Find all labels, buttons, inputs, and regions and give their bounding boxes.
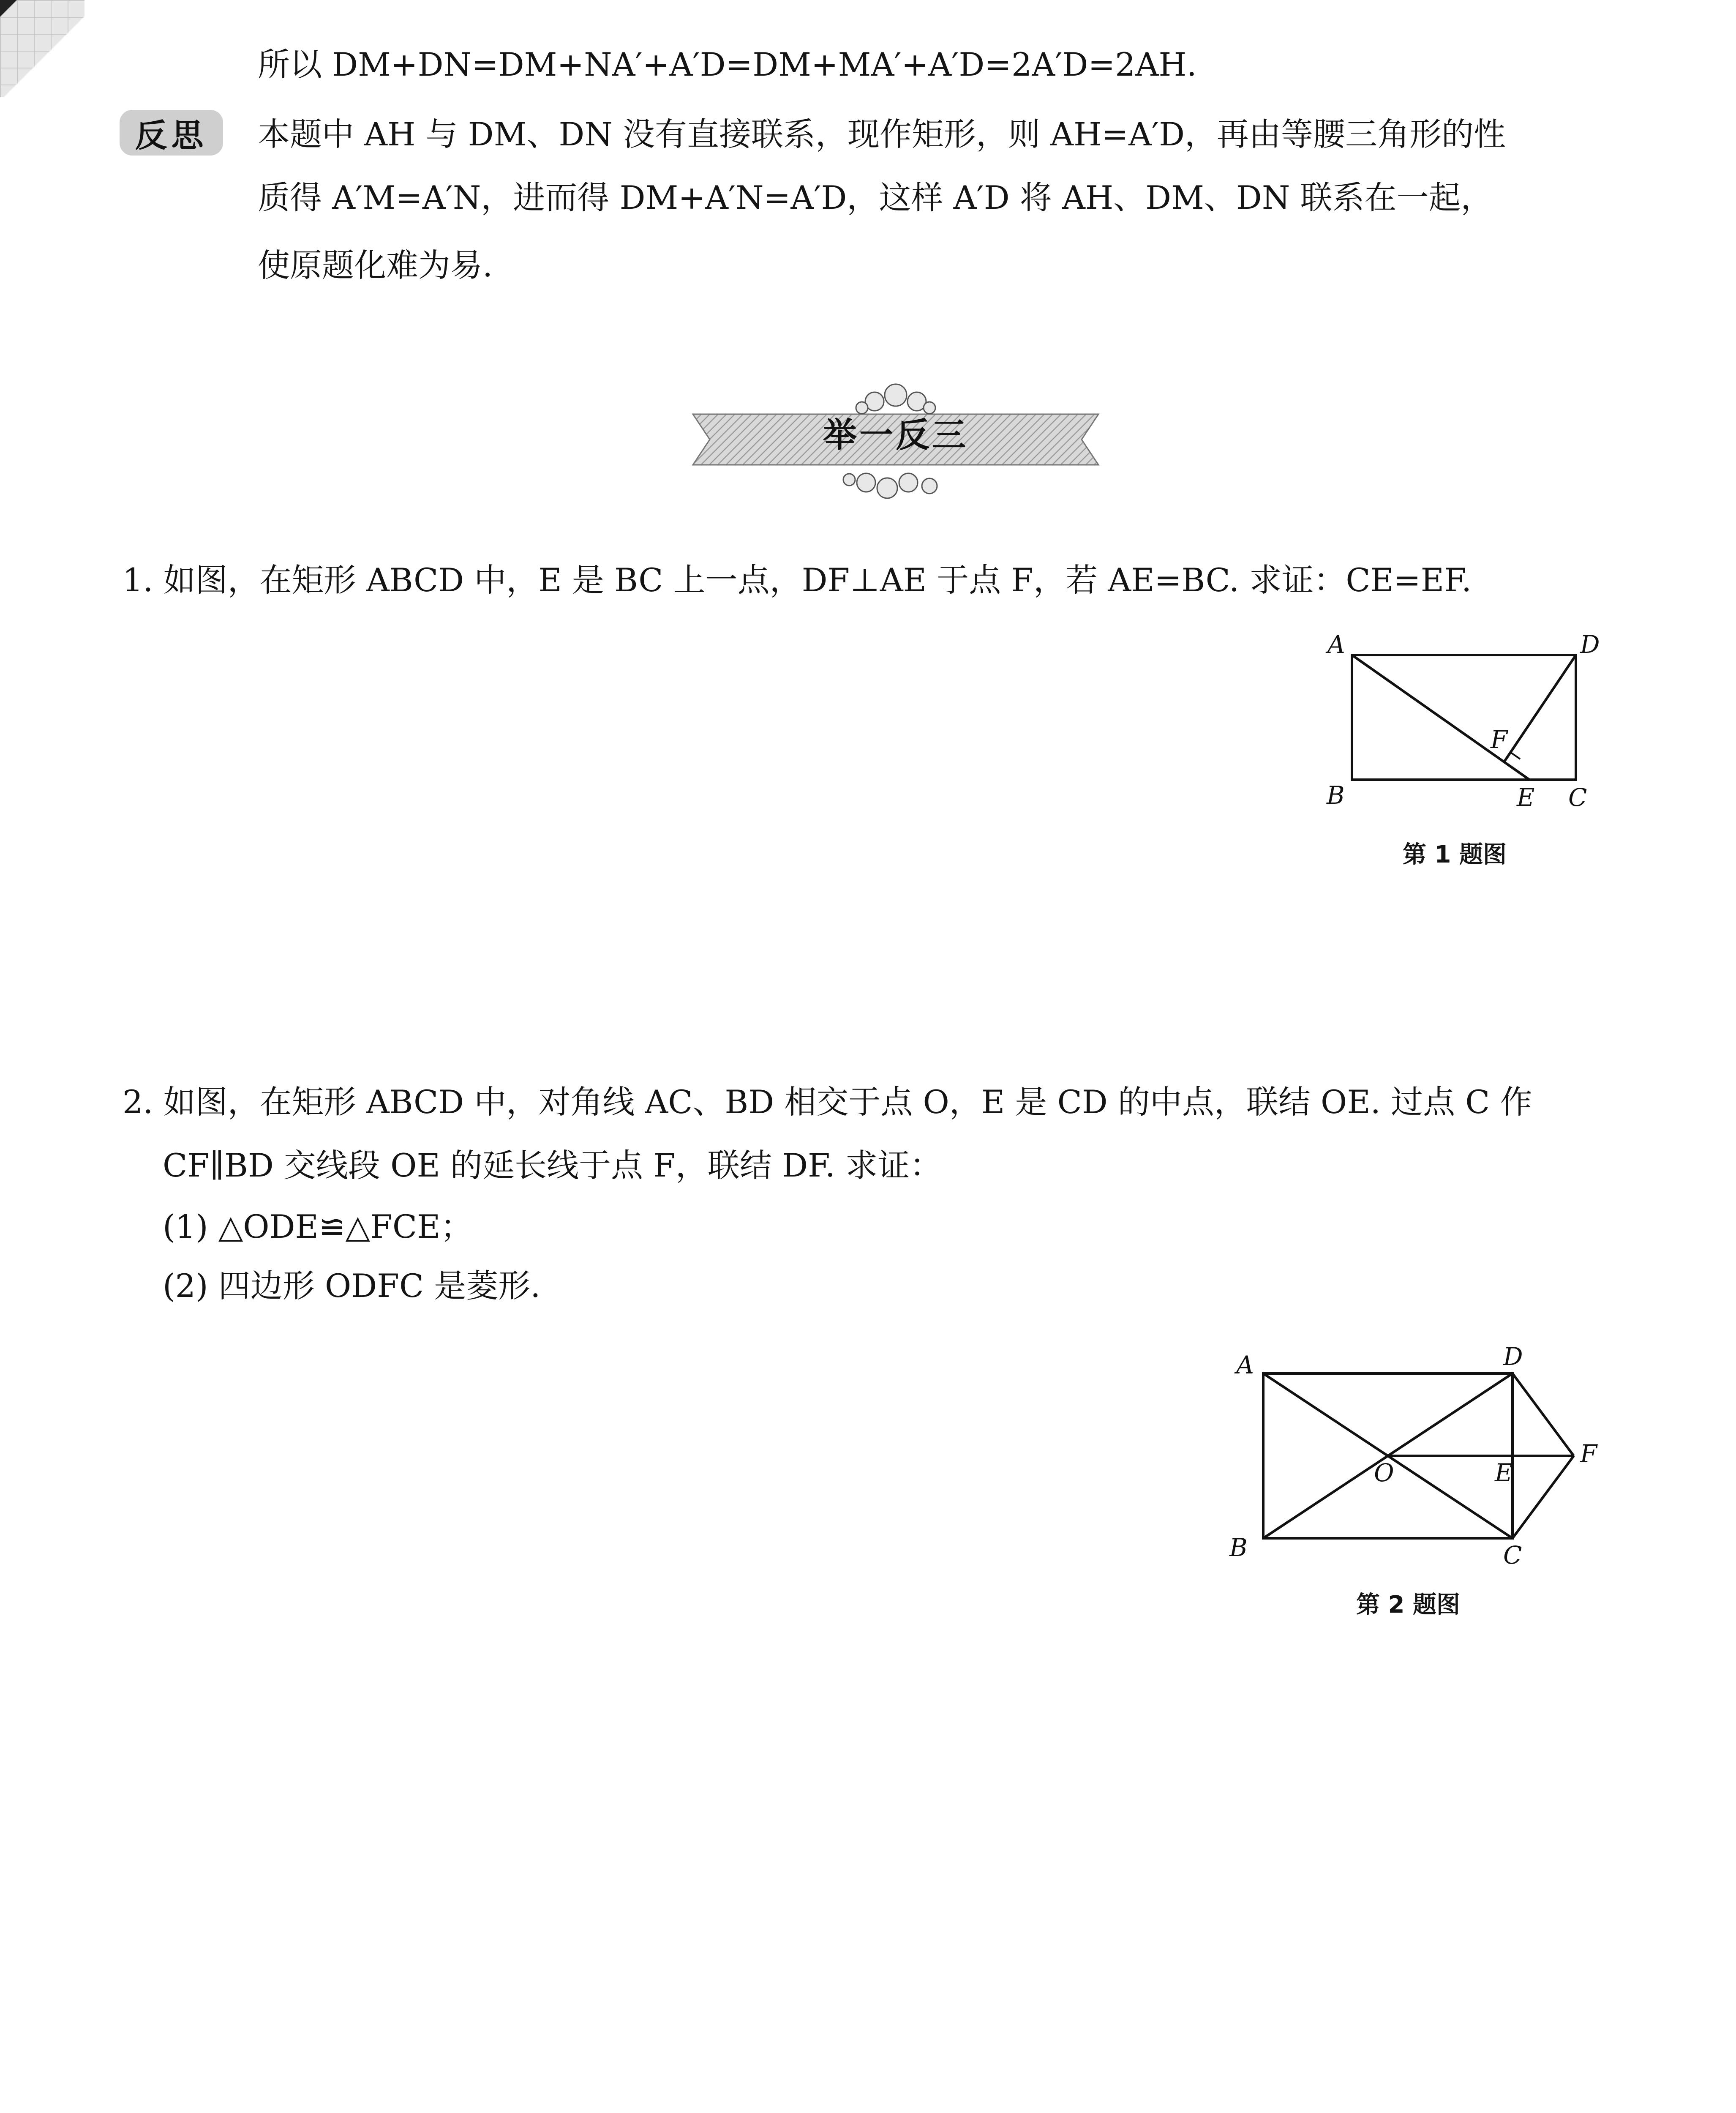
figure-1 xyxy=(1318,621,1614,820)
segment-df xyxy=(1504,655,1576,762)
banner-flowers-bottom xyxy=(843,473,937,498)
fig1-label-d: D xyxy=(1580,630,1600,659)
reflection-line-3: 使原题化难为易. xyxy=(258,246,493,284)
banner-flowers-top xyxy=(856,384,935,414)
fig1-label-c: C xyxy=(1568,783,1587,812)
reflection-line-1: 本题中 AH 与 DM、DN 没有直接联系，现作矩形，则 AH=A′D，再由等腰三角形的性 xyxy=(258,115,1506,153)
top-equation-line: 所以 DM+DN=DM+NA′+A′D=DM+MA′+A′D=2A′D=2AH. xyxy=(258,46,1197,83)
segment-ae xyxy=(1352,655,1529,780)
fig1-label-b: B xyxy=(1327,781,1345,810)
problem-2-line-2: CF∥BD 交线段 OE 的延长线于点 F，联结 DF. 求证： xyxy=(163,1147,942,1184)
fig2-label-d: D xyxy=(1503,1342,1523,1371)
segment-df xyxy=(1513,1373,1574,1456)
fig2-label-e: E xyxy=(1495,1458,1513,1487)
rect-abcd xyxy=(1352,655,1576,780)
section-title: 举一反三 xyxy=(823,415,968,455)
fig2-label-a: A xyxy=(1236,1351,1254,1379)
fig2-label-f: F xyxy=(1580,1439,1597,1468)
figure-2 xyxy=(1221,1331,1627,1568)
problem-2-part-2: (2) 四边形 ODFC 是菱形. xyxy=(163,1267,541,1305)
fig1-label-e: E xyxy=(1517,783,1535,812)
fig2-label-b: B xyxy=(1229,1533,1248,1562)
problem-2-part-1: (1) △ODE≌△FCE； xyxy=(163,1208,473,1245)
reflection-line-2: 质得 A′M=A′N，进而得 DM+A′N=A′D，这样 A′D 将 AH、DM、DN 联系在一起， xyxy=(258,179,1493,216)
figure-2-caption: 第 2 题图 xyxy=(1356,1591,1460,1619)
figure-1-caption: 第 1 题图 xyxy=(1403,841,1507,868)
segment-cf xyxy=(1513,1456,1574,1538)
corner-mark xyxy=(0,0,17,17)
reflection-badge: 反思 xyxy=(120,110,223,156)
fig1-label-a: A xyxy=(1327,630,1345,659)
fig2-label-o: O xyxy=(1374,1458,1394,1487)
fig1-label-f: F xyxy=(1491,725,1508,754)
fig2-label-c: C xyxy=(1503,1541,1522,1568)
problem-2-line-1: 2. 如图，在矩形 ABCD 中，对角线 AC、BD 相交于点 O，E 是 CD 的中点，联结 OE. 过点 C 作 xyxy=(123,1083,1532,1121)
problem-1-text: 1. 如图，在矩形 ABCD 中，E 是 BC 上一点，DF⊥AE 于点 F，若 AE=BC. 求证：CE=EF. xyxy=(123,561,1472,599)
